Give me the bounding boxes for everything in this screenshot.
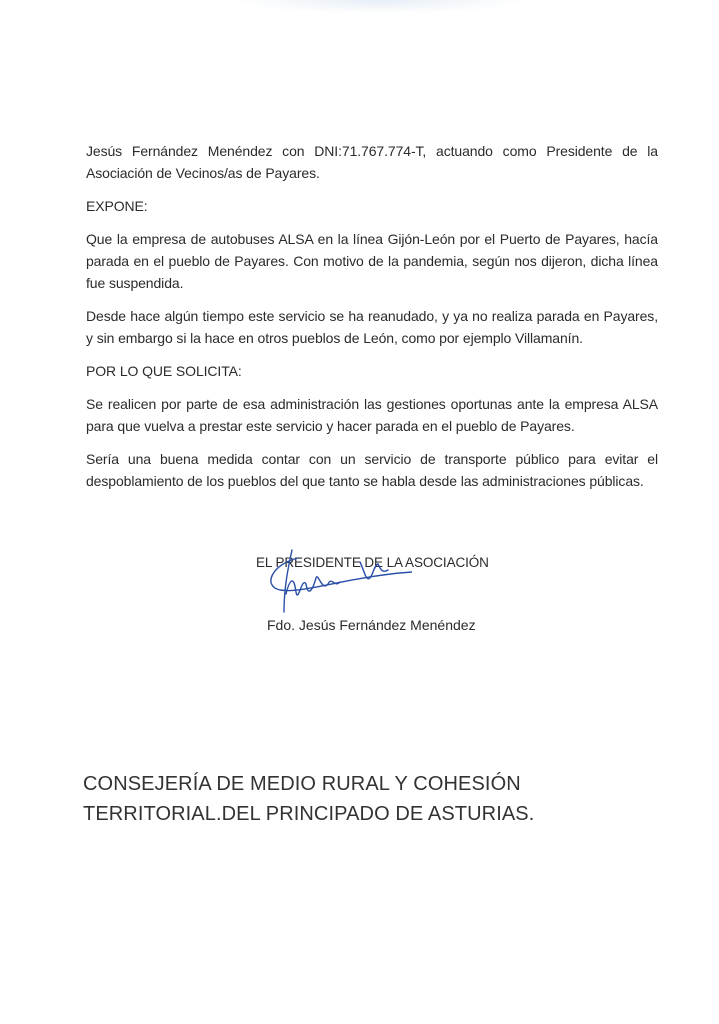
- paragraph-request: Se realicen por parte de esa administración las gestiones oportunas ante la empresa ALSA para que vuelva a prestar este servicio y hacer parada en el pueblo de Payares.: [86, 396, 658, 434]
- intro-paragraph: Jesús Fernández Menéndez con DNI:71.767.774-T, actuando como Presidente de la Asociación de Vecinos/as de Payares.: [86, 143, 658, 181]
- paragraph-closing: Sería una buena medida contar con un servicio de transporte público para evitar el despoblamiento de los pueblos del que tanto se habla desde las administraciones públicas.: [86, 451, 658, 489]
- paragraph-background: Que la empresa de autobuses ALSA en la línea Gijón-León por el Puerto de Payares, hacía parada en el pueblo de Payares. Con motivo de la pandemia, según nos dijeron, dicha línea fue suspendida.: [86, 231, 658, 291]
- scan-tint: [230, 0, 530, 14]
- signatory-name: Fdo. Jesús Fernández Menéndez: [267, 617, 476, 633]
- signature-title: EL PRESIDENTE DE LA ASOCIACIÓN: [256, 555, 489, 570]
- solicita-heading: POR LO QUE SOLICITA:: [86, 363, 242, 379]
- recipient-line-2: TERRITORIAL.DEL PRINCIPADO DE ASTURIAS.: [83, 803, 535, 825]
- paragraph-current-situation: Desde hace algún tiempo este servicio se ha reanudado, y ya no realiza parada en Payares, y sin embargo si la hace en otros pueblos de León, como por ejemplo Villamanín.: [86, 308, 658, 346]
- handwritten-signature: [262, 548, 412, 614]
- recipient-block: [83, 769, 534, 829]
- recipient-line-1: CONSEJERÍA DE MEDIO RURAL Y COHESIÓN: [83, 773, 521, 795]
- letter-body: [86, 140, 658, 503]
- expone-heading: EXPONE:: [86, 198, 148, 214]
